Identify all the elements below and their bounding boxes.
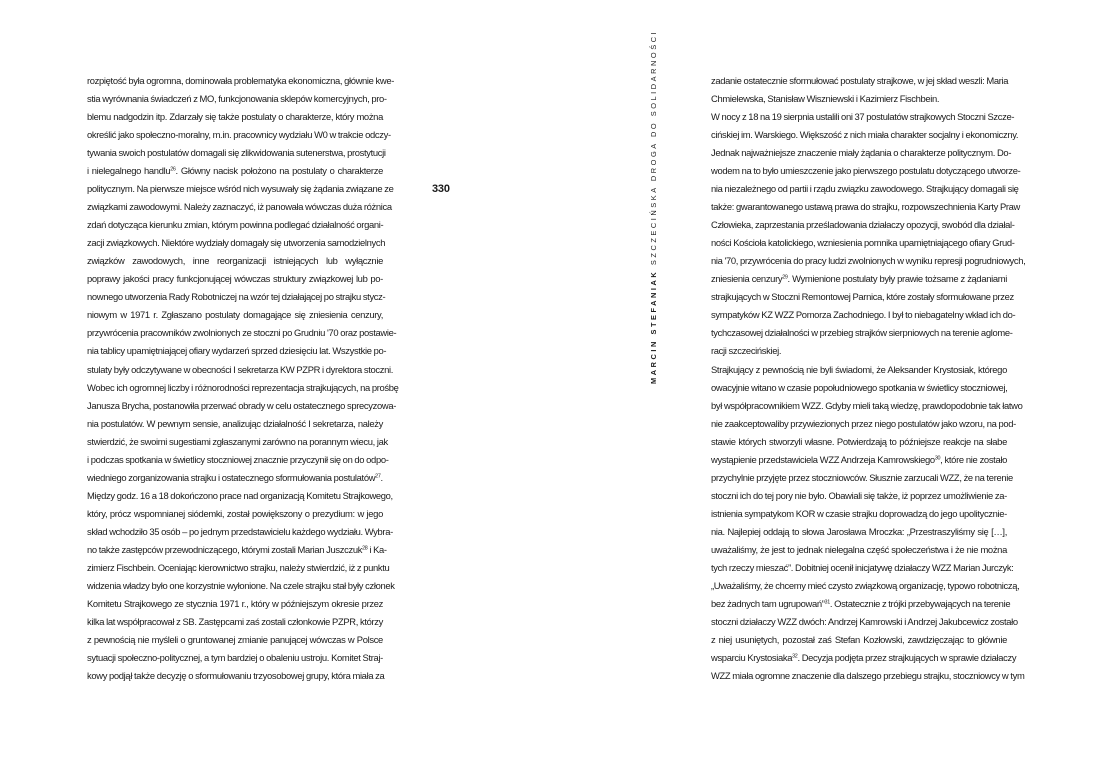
running-header <box>649 30 658 384</box>
footnote-marker: 29 <box>782 274 788 281</box>
text-line: Wobec ich ogromnej liczby i różnorodności reprezentacja strajkujących, na prośbę <box>87 382 399 394</box>
text-line: nia postulatów. W pewnym sensie, analizując działalność I sekretarza, należy <box>87 418 383 430</box>
text-line: określić jako społeczno-moralny, m.in. pracownicy wydziału W0 w trakcie odczy- <box>87 130 391 142</box>
text-line: „Uważaliśmy, że chcemy mieć czysto związkową organizację, typowo robotniczą, <box>711 580 1020 592</box>
text-line: no także zastępców przewodniczącego, którymi zostali Marian Juszczuk$^{28}$ i Ka- <box>87 544 387 556</box>
text-line: także: gwarantowanego ustawą prawa do strajku, rozpowszechnienia Karty Praw <box>711 202 1021 214</box>
text-line: W nocy z 18 na 19 sierpnia ustalili oni 37 postulatów strajkowych Stoczni Szcze- <box>711 112 1015 124</box>
text-line: był współpracownikiem WZZ. Gdyby mieli taką wiedzę, prawdopodobnie tak łatwo <box>711 400 1023 412</box>
footnote-marker: 32 <box>792 653 798 660</box>
text-line: sympatyków KZ WZZ Pomorza Zachodniego. I był to niebagatelny wkład ich do- <box>711 310 1016 322</box>
text-line: zniesienia cenzury$^{29}$. Wymienione postulaty były prawie tożsame z żądaniami <box>711 274 1007 286</box>
footnote-marker: 30 <box>934 455 941 462</box>
text-line: istnienia sympatykom KOR w czasie strajku doprowadzą do jego upolitycznie- <box>711 508 1007 520</box>
text-line: nia. Najlepiej oddają to słowa Jarosława Mroczka: „Przestraszyliśmy się […], <box>711 526 1007 538</box>
text-line: racji szczecińskiej. <box>711 346 782 358</box>
text-line: przywrócenia pracowników zwolnionych ze stoczni po Grudniu '70 oraz postawie- <box>87 328 397 340</box>
running-header-author: MARCIN STEFANIAK <box>649 269 658 384</box>
text-line: WZZ miała ogromne znaczenie dla dalszego przebiegu strajku, stoczniowcy w tym <box>711 671 1025 683</box>
text-line: nia '70, przywrócenia do pracy ludzi zwolnionych w wyniku represji pogrudniowych, <box>711 256 1026 268</box>
footnote-marker: 27 <box>375 473 381 480</box>
text-line: stwierdzić, że swoimi sugestiami zgłaszanymi zarówno na porannym wiecu, jak <box>87 436 388 448</box>
text-line: kilka lat współpracował z SB. Zastępcami zaś zostali członkowie PZPR, którzy <box>87 616 384 628</box>
text-line: przychylnie przyjęte przez stoczniowców. Słusznie zarzucali WZZ, że na terenie <box>711 472 1013 484</box>
text-line: poprawy jakości pracy funkcjonującej wówczas struktury związkowej lub po- <box>87 274 383 286</box>
text-line: kowy podjął także decyzję o sformułowaniu trzyosobowej grupy, która miała za <box>87 671 385 683</box>
left-text-column <box>87 73 399 686</box>
text-line: tych rzeczy mieszać”. Dobitniej ocenił inicjatywę działaczy WZZ Marian Jurczyk: <box>711 562 1014 574</box>
footnote-marker: 31 <box>824 599 830 606</box>
page-number: 330 <box>432 183 450 195</box>
running-header-title: SZCZECIŃSKA DROGA DO SOLIDARNOŚCI <box>649 29 658 266</box>
text-line: stoczni działaczy WZZ dwóch: Andrzej Kamrowski i Andrzej Jakubcewicz zostało <box>711 616 1018 628</box>
text-line: Jednak najważniejsze znaczenie miały żądania o charakterze politycznym. Do- <box>711 148 1012 160</box>
text-line: Chmielewska, Stanisław Wiszniewski i Kazimierz Fischbein. <box>711 94 940 106</box>
text-line: Między godz. 16 a 18 dokończono prace nad organizacją Komitetu Strajkowego, <box>87 490 393 502</box>
right-text-column <box>711 73 1026 686</box>
text-line: nownego utworzenia Rady Robotniczej na wzór tej działającej po strajku stycz- <box>87 292 386 304</box>
text-line: związków zawodowych, inne reorganizacji istniejących lub wyłącznie <box>87 256 383 268</box>
text-line: wiedniego zorganizowania strajku i ostatecznego sformułowania postulatów$^{27}$. <box>87 472 383 484</box>
text-line: nia niezależnego od partii i rządu związku zawodowego. Strajkujący domagali się <box>711 184 1019 196</box>
text-line: wsparciu Krystosiaka$^{32}$. Decyzja podjęta przez strajkujących w sprawie działaczy <box>711 653 1017 664</box>
text-line: Janusza Brycha, postanowiła przerwać obrady w celu ostatecznego sprecyzowa- <box>87 400 397 412</box>
text-line: Strajkujący z pewnością nie byli świadomi, że Aleksander Krystosiak, którego <box>711 364 1007 376</box>
text-line: stawie których stworzyli własne. Potwierdzają to późniejsze reakcje na słabe <box>711 436 1007 448</box>
text-line: zdań dotycząca kierunku zmian, którym powinna podlegać działalność organi- <box>87 220 384 232</box>
text-line: owacyjnie witano w czasie popołudniowego spotkania w świetlicy stoczniowej, <box>711 382 1008 394</box>
text-line: który, prócz wspomnianej siódemki, został powiększony o prezydium: w jego <box>87 508 383 520</box>
text-line: Człowieka, zaprzestania prześladowania działaczy opozycji, swobód dla działal- <box>711 220 1015 232</box>
footnote-marker: 28 <box>362 545 368 552</box>
text-line: stia wyrównania świadczeń z MO, funkcjonowania sklepów komercyjnych, pro- <box>87 94 387 106</box>
text-line: blemu nadgodzin itp. Zdarzały się także postulaty o charakterze, który można <box>87 112 383 124</box>
text-line: z pewnością nie myśleli o gruntowanej zmianie panującej wówczas w Polsce <box>87 634 383 646</box>
text-line: nia tablicy upamiętniającej ofiary wydarzeń sprzed dziesięciu lat. Wszystkie po- <box>87 346 387 358</box>
text-line: strajkujących w Stoczni Remontowej Parnica, które zostały sformułowane przez <box>711 292 1014 304</box>
text-line: ności Kościoła katolickiego, wzniesienia pomnika upamiętniającego ofiary Grud- <box>711 238 1015 250</box>
text-line: bez żadnych tam ugrupowań”$^{31}$. Ostatecznie z trójki przebywających na terenie <box>711 598 1011 610</box>
text-line: tychczasowej działalności w przebieg strajków sierpniowych na terenie aglome- <box>711 328 1013 340</box>
text-line: rozpiętość była ogromna, dominowała problematyka ekonomiczna, głównie kwe- <box>87 76 395 87</box>
text-line: i podczas spotkania w świetlicy stoczniowej znacznie przyczynił się on do odpo- <box>87 454 389 466</box>
text-line: widzenia władzy było one korzystnie wyłonione. Na czele strajku stał były członek <box>87 580 395 592</box>
text-line: niowym w 1971 r. Zgłaszano postulaty domagające się zniesienia cenzury, <box>87 310 383 322</box>
text-line: Komitetu Strajkowego ze stycznia 1971 r., który w późniejszym okresie przez <box>87 598 383 610</box>
text-line: uważaliśmy, że jest to jednak nielegalna część społeczeństwa i że nie można <box>711 544 1007 556</box>
footnote-marker: 26 <box>170 166 176 173</box>
text-line: zadanie ostatecznie sformułować postulaty strajkowe, w jej skład weszli: Maria <box>711 76 1009 87</box>
text-line: i nielegalnego handlu$^{26}$. Główny nacisk położono na postulaty o charakterze <box>87 166 383 178</box>
text-line: z niej usuniętych, pozostał zaś Stefan Kozłowski, zawdzięczając to głównie <box>711 634 1007 646</box>
text-line: zacji związkowych. Niektóre wydziały domagały się utworzenia samodzielnych <box>87 238 386 250</box>
text-line: stulaty były odczytywane w obecności I sekretarza KW PZPR i dyrektora stoczni. <box>87 364 394 376</box>
text-line: politycznym. Na pierwsze miejsce wśród nich wysuwały się żądania związane ze <box>87 184 394 196</box>
text-line: sytuacji społeczno-politycznej, a tym bardziej o obaleniu ustroju. Komitet Straj- <box>87 653 383 664</box>
text-line: wodem na to było umieszczenie jako pierwszego postulatu dotyczącego utworze- <box>711 166 1021 178</box>
text-line: nie zaakceptowaliby przywiezionych przez niego postulatów jako wzoru, na pod- <box>711 418 1016 430</box>
text-line: skład wchodziło 35 osób – po jednym przedstawicielu każdego wydziału. Wybra- <box>87 526 393 538</box>
text-line: zimierz Fischbein. Oceniając kierownictwo strajku, należy stwierdzić, iż z punktu <box>87 562 390 574</box>
text-line: wystąpienie przedstawiciela WZZ Andrzeja Kamrowskiego$^{30}$, które nie zostało <box>711 454 1007 466</box>
text-line: tywania swoich postulatów domagali się zlikwidowania sutenerstwa, prostytucji <box>87 148 386 160</box>
text-line: cińskiej im. Warskiego. Większość z nich miała charakter socjalny i ekonomiczny. <box>711 130 1019 142</box>
text-line: związkami zawodowymi. Należy zaznaczyć, iż panowała wówczas duża różnica <box>87 202 392 214</box>
text-line: stoczni ich do tej pory nie było. Obawiali się także, iż poprzez umożliwienie za- <box>711 490 1007 502</box>
